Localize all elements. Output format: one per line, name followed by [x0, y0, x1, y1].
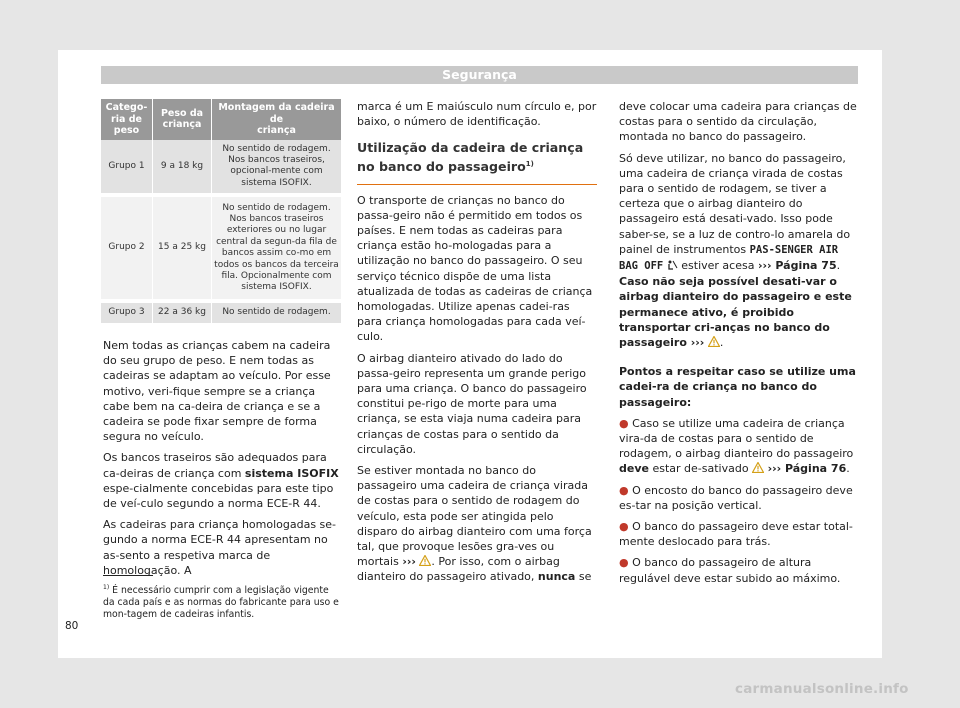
warning-text: Caso não seja possível desati-var o airbag dianteiro do passageiro e este permanece ativo, é proibido transportar cri-anças no banco do passageiro ››› [619, 275, 852, 350]
text-run: . Por isso, com o airbag dianteiro do passageiro ativado, [357, 555, 560, 584]
text-run: . [719, 336, 724, 350]
table-header-weight: Peso da criança [153, 99, 212, 140]
table-cell: Grupo 1 [101, 140, 153, 196]
paragraph [357, 463, 597, 585]
emphasis: deve [619, 462, 649, 476]
warning-icon [708, 336, 720, 347]
column-right [619, 99, 859, 592]
warning-icon [752, 462, 764, 473]
text-run: O banco do passageiro deve estar total-mente deslocado para trás. [619, 520, 853, 549]
text-run: Só deve utilizar, no banco do passageiro, uma cadeira de criança virada de costas para o sentido de rodagem, se tiver a certeza que o airbag dianteiro do passageiro está desati-vado. Isso pode saber-se, se a luz de contro-lo amarela do painel de instrumentos [619, 151, 851, 256]
paragraph: O transporte de crianças no banco do passa-geiro não é permitido em todos os países. E nem todas as cadeiras para criança estão ho-mologadas para a utilização no banco do passageiro. O seu serviço técnico dispõe de uma lista atualizada de todas as cadeiras de criança homologadas. Utilize apenas cadei-ras para criança homologadas para cada veí-culo. [357, 193, 593, 344]
table-cell: No sentido de rodagem. Nos bancos traseiros exteriores ou no lugar central da segun-da fila de bancos assim co-mo em todos os bancos da terceira fila. Opcionalmente com sistema ISOFIX. [212, 195, 342, 301]
table-cell: Grupo 2 [101, 195, 153, 301]
list-item [619, 519, 859, 549]
text-run: Os bancos traseiros são adequados para ca-deiras de criança com [103, 451, 327, 480]
bullet-icon: ● [619, 483, 629, 497]
page-reference-link[interactable]: ››› Página 75 [757, 259, 837, 273]
bullet-icon: ● [619, 520, 629, 534]
column-middle [357, 99, 597, 591]
text-run: O encosto do banco do passageiro deve es-tar na posição vertical. [619, 483, 853, 512]
section-heading [357, 139, 597, 184]
isofix-term: sistema ISOFIX [244, 466, 339, 480]
text-run: . [846, 462, 850, 476]
footnote-ref[interactable]: 1) [525, 160, 534, 169]
table-cell: No sentido de rodagem. [212, 301, 342, 324]
table-row [101, 140, 341, 196]
table-cell: 9 a 18 kg [153, 140, 212, 196]
text-run: . [836, 259, 841, 273]
paragraph: Nem todas as crianças cabem na cadeira do seu grupo de peso. E nem todas as cadeiras se adaptam ao veículo. Por esse motivo, veri-fique sempre se a criança cabe bem na ca-deira de criança e se a cadeira se pode fixar sempre de forma segura no veículo. [103, 339, 331, 444]
table-cell: Grupo 3 [101, 301, 153, 324]
table-row [101, 195, 341, 301]
text-run: se [575, 570, 592, 584]
footnote-mark: 1) [103, 584, 110, 591]
paragraph [103, 450, 341, 511]
heading-text: Utilização da cadeira de criança no banco do passageiro [357, 140, 584, 175]
paragraph: marca é um E maiúsculo num círculo e, por baixo, o número de identificação. [357, 100, 597, 129]
warning-icon [419, 555, 431, 566]
cross-ref-arrow[interactable]: ››› [402, 555, 416, 569]
paragraph: As cadeiras para criança homologadas se-gundo a norma ECE-R 44 apresentam no as-sento a respetiva marca de homologação. A [103, 518, 337, 577]
text-run: Se estiver montada no banco do passageiro uma cadeira de criança virada de costas para o sentido de rodagem do veículo, esta pode ser atingida pelo disparo do airbag dianteiro com uma força tal, que provoque lesões gra-ves ou mortais [357, 464, 592, 569]
list-item [619, 416, 859, 477]
airbag-off-label: PAS-SENGER AIR BAG OFF [619, 243, 839, 273]
list-item [619, 483, 859, 513]
table-header-mounting: Montagem da cadeira de criança [212, 99, 342, 140]
section-header: Segurança [101, 66, 858, 84]
paragraph: O airbag dianteiro ativado do lado do passa-geiro representa um grande perigo para uma criança. O banco do passageiro constitui pe-rigo de morte para uma criança, se esta viaja numa cadeira para crianças de costas para o sentido da circulação. [357, 351, 587, 456]
airbag-off-icon [667, 260, 678, 270]
footnote [103, 582, 343, 620]
text-run: espe-cialmente concebidas para este tipo de veí-culo segundo a norma ECE-R 44. [103, 481, 334, 511]
text-run: Caso se utilize uma cadeira de criança vira-da de costas para o sentido de rodagem, o airbag dianteiro do passageiro [619, 416, 854, 461]
page-reference-link[interactable]: ››› Página 76 [767, 462, 847, 476]
table-header-category: Catego- ria de peso [101, 99, 153, 140]
bullet-icon: ● [619, 556, 629, 570]
column-left [103, 338, 341, 584]
watermark: carmanualsonline.info [735, 681, 909, 697]
bullet-icon: ● [619, 416, 629, 430]
table-cell: 15 a 25 kg [153, 195, 212, 301]
text-run: estiver acesa [677, 259, 758, 273]
subheading: Pontos a respeitar caso se utilize uma cadei-ra de criança no banco do passageiro: [619, 365, 856, 409]
text-run: O banco do passageiro de altura regulável deve estar subido ao máximo. [619, 556, 841, 585]
paragraph: deve colocar uma cadeira para crianças de costas para o sentido da circulação, montada no banco do passageiro. [619, 100, 857, 144]
table-row [101, 301, 341, 324]
list-item [619, 555, 859, 585]
text-run: estar de-sativado [648, 462, 753, 476]
footnote-text: É necessário cumprir com a legislação vigente da cada país e as normas do fabricante para uso e mon-tagem de cadeiras infantis. [103, 585, 339, 620]
weight-group-table [101, 99, 341, 327]
table-cell: 22 a 36 kg [153, 301, 212, 324]
footnote-divider [103, 575, 153, 576]
paragraph [619, 151, 859, 351]
table-cell: No sentido de rodagem. Nos bancos traseiros, opcional-mente com sistema ISOFIX. [212, 140, 342, 196]
page-number: 80 [65, 620, 79, 632]
emphasis: nunca [537, 570, 576, 584]
